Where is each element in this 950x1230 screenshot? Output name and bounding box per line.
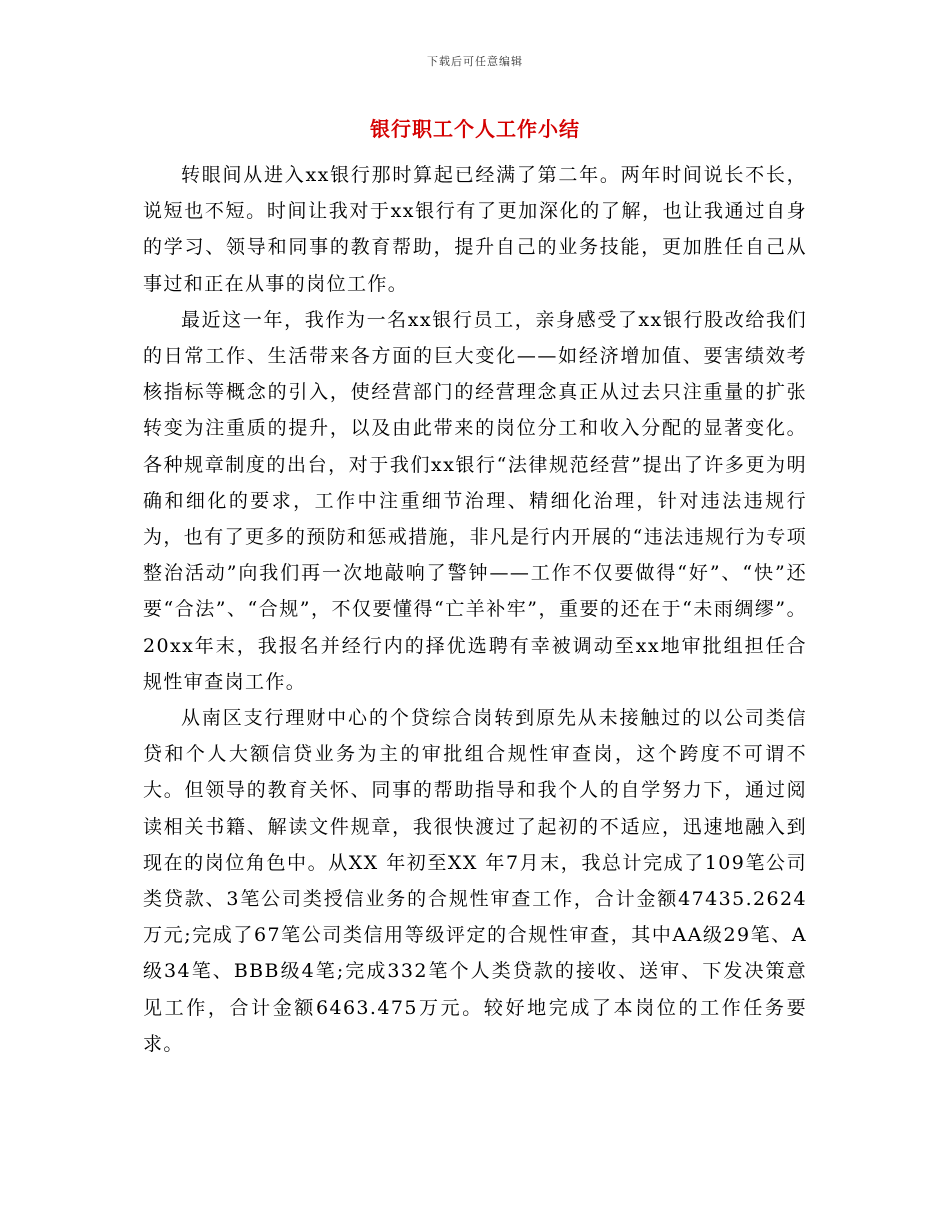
paragraph-3: 从南区支行理财中心的个贷综合岗转到原先从未接触过的以公司类信贷和个人大额信贷业务为主的审批组合规性审查岗，这个跨度不可谓不大。但领导的教育关怀、同事的帮助指导和我个人的自学努力下，通过阅读相关书籍、解读文件规章，我很快渡过了起初的不适应，迅速地融入到现在的岗位角色中。从XX 年初至XX 年7月末，我总计完成了109笔公司类贷款、3笔公司类授信业务的合规性审查工作，合计金额47435.2624万元;完成了67笔公司类信用等级评定的合规性审查，其中AA级29笔、A级34笔、BBB级4笔;完成332笔个人类贷款的接收、送审、下发决策意见工作，合计金额6463.475万元。较好地完成了本岗位的工作任务要求。 <box>143 707 807 1055</box>
header-note: 下载后可任意编辑 <box>427 55 523 68</box>
paragraph-2: 最近这一年，我作为一名xx银行员工，亲身感受了xx银行股改给我们的日常工作、生活带来各方面的巨大变化——如经济增加值、要害绩效考核指标等概念的引入，使经营部门的经营理念真正从过去只注重量的扩张转变为注重质的提升，以及由此带来的岗位分工和收入分配的显著变化。各种规章制度的出台，对于我们xx银行“法律规范经营”提出了许多更为明确和细化的要求，工作中注重细节治理、精细化治理，针对违法违规行为，也有了更多的预防和惩戒措施，非凡是行内开展的“违法违规行为专项整治活动”向我们再一次地敲响了警钟——工作不仅要做得“好”、“快”还要“合法”、“合规”，不仅要懂得“亡羊补牢”，重要的还在于“未雨绸缪”。20xx年末，我报名并经行内的择优选聘有幸被调动至xx地审批组担任合规性审查岗工作。 <box>143 308 807 693</box>
document-body <box>143 157 807 1062</box>
page-title: 银行职工个人工作小结 <box>370 117 580 141</box>
paragraph-1: 转眼间从进入xx银行那时算起已经满了第二年。两年时间说长不长，说短也不短。时间让我对于xx银行有了更加深化的了解，也让我通过自身的学习、领导和同事的教育帮助，提升自己的业务技能，更加胜任自己从事过和正在从事的岗位工作。 <box>143 164 807 295</box>
